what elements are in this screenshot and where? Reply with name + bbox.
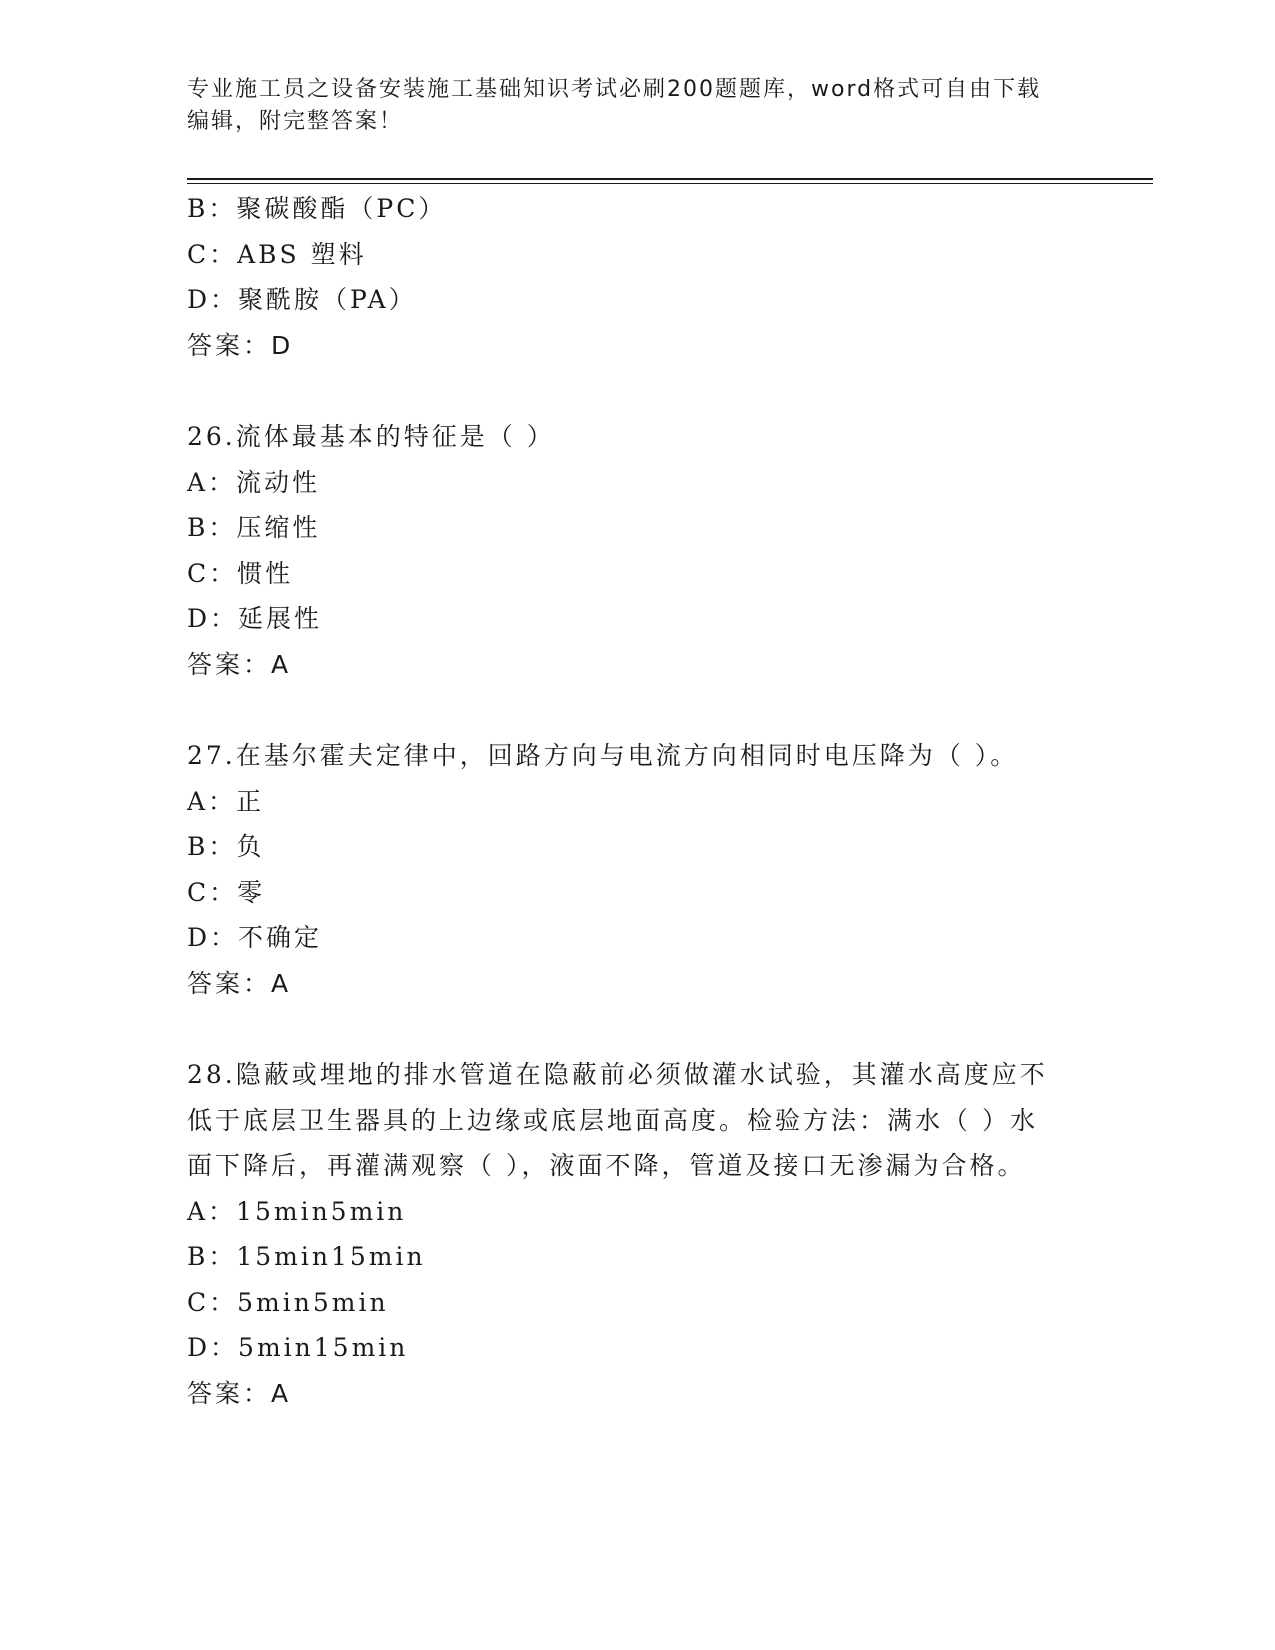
answer: 答案：D (187, 330, 294, 360)
option-d: D：5min15min (187, 1333, 409, 1362)
question-27 (187, 733, 1087, 1006)
option-a: A：流动性 (187, 467, 321, 497)
option-c: C：惯性 (187, 558, 294, 588)
question-28 (187, 1052, 1087, 1416)
option-d: D：聚酰胺（PA） (187, 285, 417, 314)
question-text-line-1: 28.隐蔽或埋地的排水管道在隐蔽前必须做灌水试验，其灌水高度应不 (187, 1060, 1048, 1089)
option-b: B：负 (187, 832, 265, 861)
header-title-line-2: 编辑，附完整答案！ (187, 109, 404, 134)
header-title-line-1: 专业施工员之设备安装施工基础知识考试必刷200题题库，word格式可自由下载 (187, 77, 1042, 102)
option-b: B：压缩性 (187, 513, 321, 542)
option-c: C：ABS 塑料 (187, 239, 367, 269)
option-a: A：15min5min (187, 1196, 407, 1226)
header-divider-thin (187, 183, 1153, 184)
answer: 答案：A (187, 1378, 292, 1408)
question-text-line-3: 面下降后，再灌满观察（ ），液面不降，管道及接口无渗漏为合格。 (187, 1151, 1026, 1180)
option-d: D：不确定 (187, 923, 323, 952)
question-text: 26.流体最基本的特征是（ ） (187, 422, 555, 451)
header-divider-thick (187, 178, 1153, 180)
answer: 答案：A (187, 968, 292, 998)
option-d: D：延展性 (187, 604, 323, 633)
question-26 (187, 414, 1087, 687)
question-list (187, 186, 1087, 1416)
document-header (187, 74, 1087, 138)
question-text-line-2: 低于底层卫生器具的上边缘或底层地面高度。检验方法：满水（ ）水 (187, 1105, 1038, 1135)
option-c: C：5min5min (187, 1287, 389, 1317)
option-c: C：零 (187, 877, 266, 907)
answer: 答案：A (187, 649, 292, 679)
question-25-tail (187, 186, 1087, 368)
question-text: 27.在基尔霍夫定律中，回路方向与电流方向相同时电压降为（ ）。 (187, 741, 1019, 770)
option-a: A：正 (187, 786, 265, 816)
option-b: B：聚碳酸酯（PC） (187, 194, 447, 223)
option-b: B：15min15min (187, 1242, 426, 1271)
